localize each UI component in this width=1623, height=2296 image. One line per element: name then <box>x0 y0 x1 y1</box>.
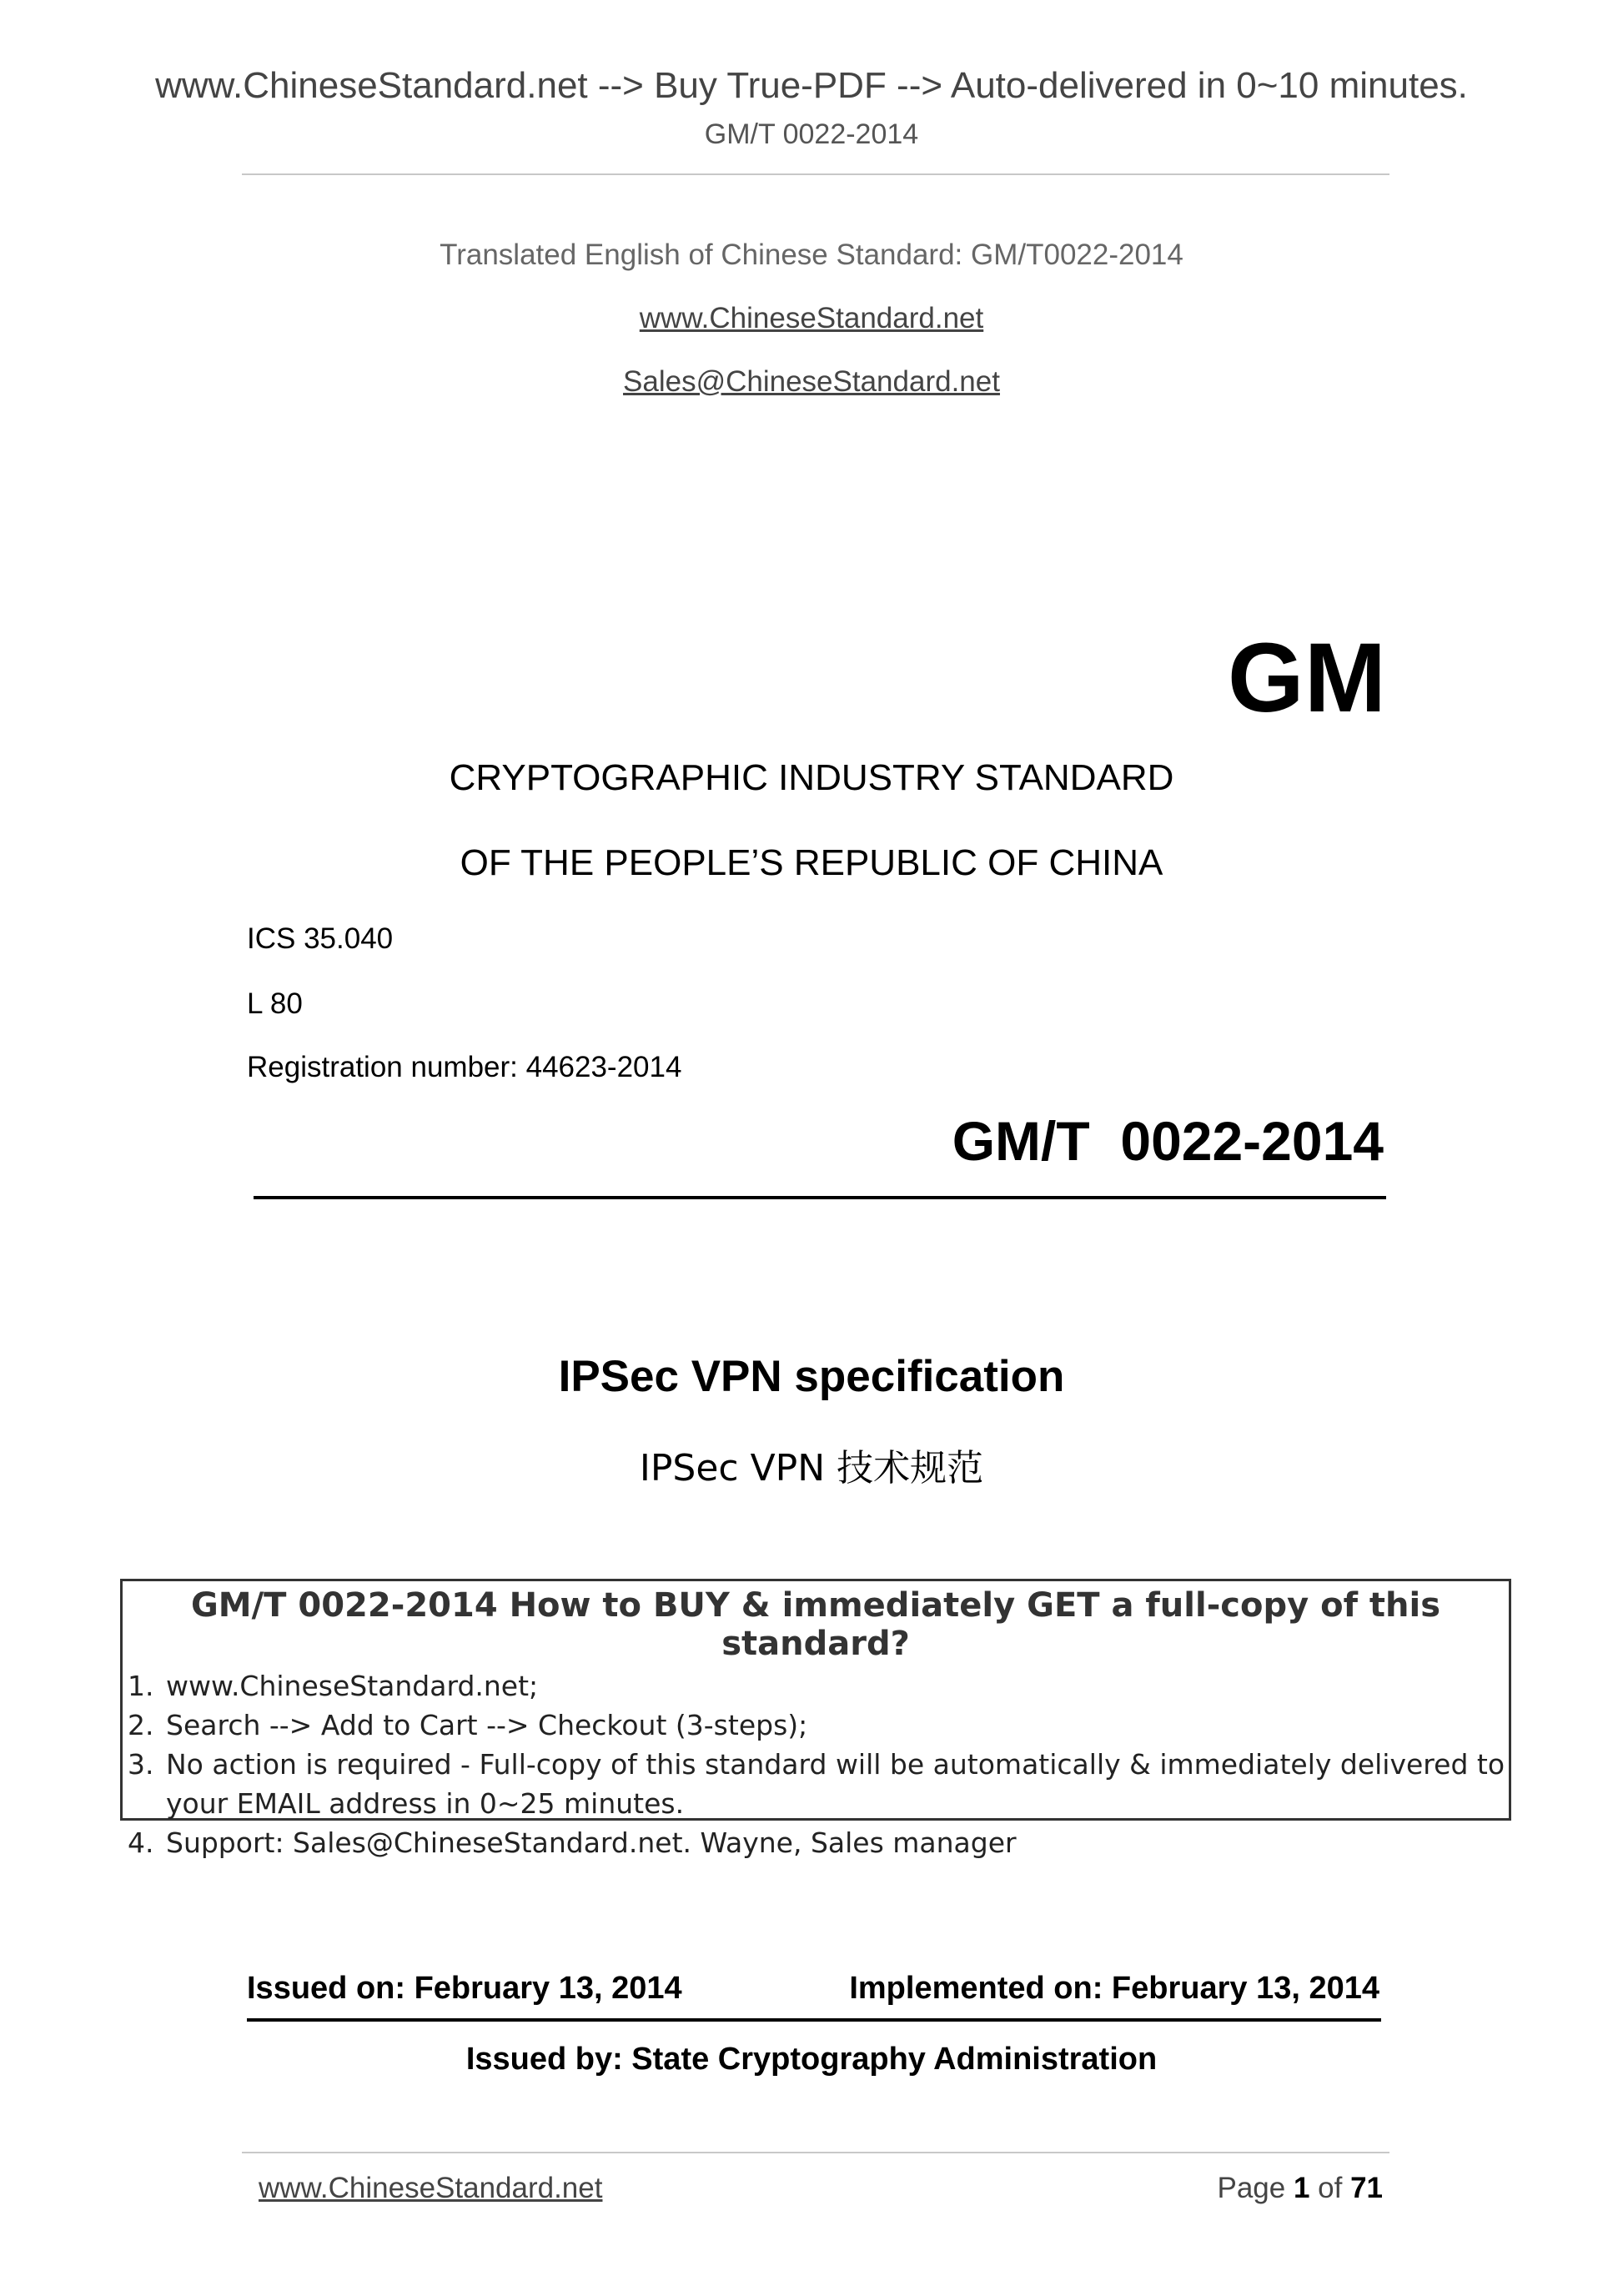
document-title-english: IPSec VPN specification <box>558 1352 1065 1401</box>
ccs-code: L 80 <box>247 987 303 1020</box>
purchase-box-title: GM/T 0022-2014 How to BUY & immediately GET a full-copy of this standard? <box>190 1586 1441 1663</box>
standard-number: GM/T 0022-2014 <box>952 1110 1384 1172</box>
purchase-step <box>123 1666 1509 1706</box>
step-text: No action is required - Full-copy of this standard will be automatically & immediately delivered to your EMAIL address in 0~25 minutes. <box>166 1748 1505 1820</box>
issuing-authority: Issued by: State Cryptography Administration <box>465 2042 1158 2077</box>
dates-divider <box>247 2018 1381 2022</box>
page-number <box>1217 2172 1383 2205</box>
page-total: 71 <box>1350 2172 1383 2204</box>
site-link-wrapper <box>0 302 1623 335</box>
step-number: 2. <box>128 1709 154 1741</box>
site-link[interactable]: www.ChineseStandard.net <box>639 302 984 334</box>
step-text: Search --> Add to Cart --> Checkout (3-steps); <box>166 1709 808 1741</box>
purchase-step <box>123 1745 1509 1823</box>
standard-category-line1: CRYPTOGRAPHIC INDUSTRY STANDARD <box>449 757 1174 798</box>
page-mid: of <box>1309 2172 1351 2204</box>
step-number: 1. <box>128 1670 154 1702</box>
issued-date: Issued on: February 13, 2014 <box>247 1971 682 2006</box>
sales-email-link[interactable]: Sales@ChineseStandard.net <box>623 365 1000 398</box>
step-number: 4. <box>128 1826 154 1859</box>
sales-link-wrapper <box>0 365 1623 399</box>
ics-code: ICS 35.040 <box>247 922 394 955</box>
gm-logo: GM <box>1227 623 1386 733</box>
registration-number: Registration number: 44623-2014 <box>247 1051 682 1083</box>
purchase-instructions-box <box>120 1579 1511 1859</box>
step-text: Support: Sales@ChineseStandard.net. Wayne, Sales manager <box>166 1826 1017 1859</box>
purchase-step <box>123 1706 1509 1745</box>
page-prefix: Page <box>1217 2172 1294 2204</box>
footer-site-link[interactable]: www.ChineseStandard.net <box>259 2172 603 2204</box>
page-current: 1 <box>1293 2172 1310 2204</box>
standard-category-line2: OF THE PEOPLE’S REPUBLIC OF CHINA <box>460 842 1163 883</box>
header-standard-code: GM/T 0022-2014 <box>704 118 919 150</box>
step-number: 3. <box>128 1748 154 1781</box>
purchase-steps-list <box>123 1666 1509 1862</box>
implemented-date: Implemented on: February 13, 2014 <box>849 1971 1379 2006</box>
footer-divider <box>242 2152 1389 2153</box>
title-divider <box>254 1196 1386 1199</box>
translated-notice: Translated English of Chinese Standard: GM/T0022-2014 <box>440 239 1183 271</box>
purchase-step <box>123 1823 1509 1862</box>
header-divider <box>242 173 1389 175</box>
document-title-chinese: IPSec VPN 技术规范 <box>639 1447 984 1490</box>
step-text: www.ChineseStandard.net; <box>166 1670 539 1702</box>
header-banner: www.ChineseStandard.net --> Buy True-PDF --> Auto-delivered in 0~10 minutes. <box>155 65 1468 106</box>
